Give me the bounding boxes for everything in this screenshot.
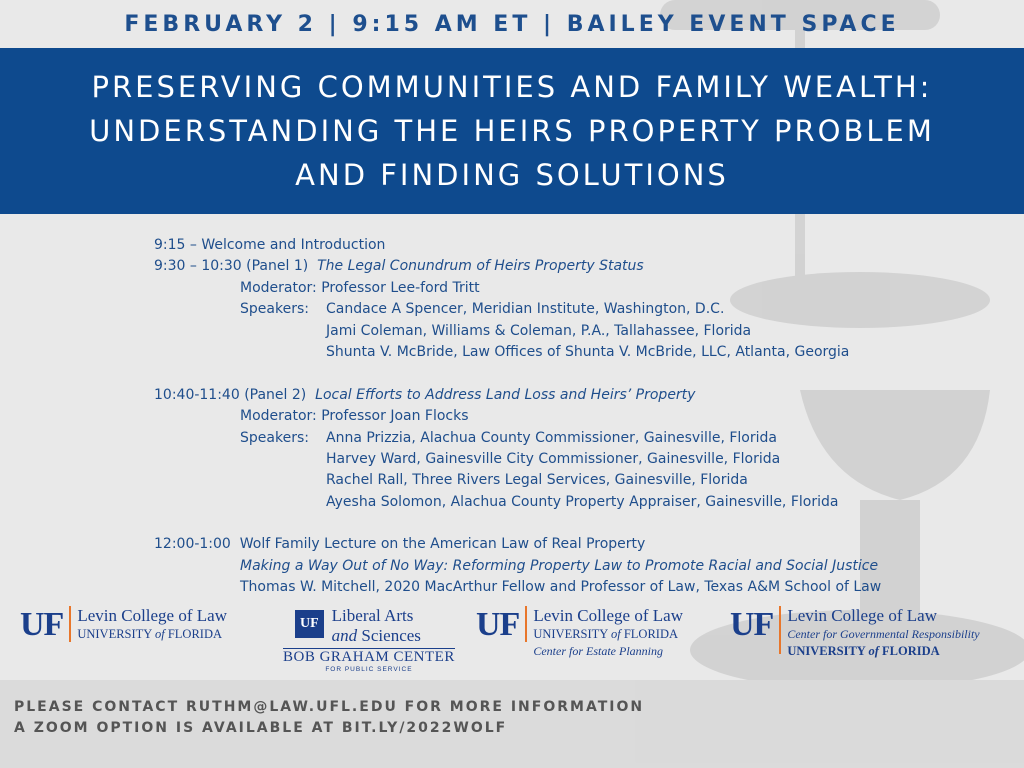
- logo1-university: UNIVERSITY of FLORIDA: [77, 627, 223, 641]
- uf-mark-box: UF: [295, 610, 324, 638]
- logo1-name: Levin College of Law: [77, 606, 227, 625]
- agenda: [154, 235, 1014, 599]
- panel2-speakers-label: Speakers:: [240, 429, 309, 446]
- lecture-header: [154, 534, 1014, 555]
- panel2-time: 10:40-11:40 (Panel 2): [154, 386, 307, 403]
- panel2-header: [154, 385, 1014, 406]
- logo2-center: BOB GRAHAM CENTER: [283, 649, 455, 665]
- title-line-2: UNDERSTANDING THE HEIRS PROPERTY PROBLEM: [89, 114, 935, 148]
- lecture-time: 12:00-1:00: [154, 536, 231, 553]
- uf-mark: UF: [476, 606, 520, 643]
- event-date-location: FEBRUARY 2 | 9:15 AM ET | BAILEY EVENT SPACE: [124, 11, 900, 37]
- panel2-speaker-row: [154, 428, 1014, 449]
- logo3-center: Center for Estate Planning: [533, 644, 663, 658]
- panel1-moderator: Moderator: Professor Lee-ford Tritt: [240, 279, 480, 296]
- panel1-speaker-1: Candace A Spencer, Meridian Institute, Washington, D.C.: [326, 301, 725, 318]
- logo2-center-sub: FOR PUBLIC SERVICE: [325, 666, 413, 673]
- logo-center-for-governmental-responsibility: [730, 606, 980, 660]
- logo4-name: Levin College of Law: [787, 606, 937, 625]
- divider: [525, 606, 527, 642]
- agenda-welcome: 9:15 – Welcome and Introduction: [154, 237, 386, 253]
- title-line-1: PRESERVING COMMUNITIES AND FAMILY WEALTH:: [91, 70, 933, 104]
- contact-line: PLEASE CONTACT RUTHM@LAW.UFL.EDU FOR MORE INFORMATION: [14, 699, 645, 715]
- uf-mark: UF: [730, 606, 774, 643]
- panel2-speaker-3: Rachel Rall, Three Rivers Legal Services, Gainesville, Florida: [326, 472, 748, 489]
- logo4-university: UNIVERSITY of FLORIDA: [787, 644, 940, 658]
- lecture-name: Wolf Family Lecture on the American Law of Real Property: [239, 536, 646, 553]
- panel1-title: The Legal Conundrum of Heirs Property Status: [317, 258, 644, 275]
- logo3-name: Levin College of Law: [533, 606, 683, 625]
- logo2-name-b: and Sciences: [331, 626, 421, 645]
- lecture-title: Making a Way Out of No Way: Reforming Property Law to Promote Racial and Social Justice: [240, 557, 879, 574]
- panel2-speaker-4: Ayesha Solomon, Alachua County Property Appraiser, Gainesville, Florida: [326, 493, 839, 510]
- logo-center-for-estate-planning: [476, 606, 683, 660]
- panel2-speaker-2: Harvey Ward, Gainesville City Commissioner, Gainesville, Florida: [326, 450, 781, 467]
- panel1-speaker-2: Jami Coleman, Williams & Coleman, P.A., Tallahassee, Florida: [326, 322, 752, 339]
- uf-mark: UF: [20, 606, 64, 643]
- logo3-university: UNIVERSITY of FLORIDA: [533, 627, 679, 641]
- divider: [69, 606, 71, 642]
- zoom-line: A ZOOM OPTION IS AVAILABLE AT BIT.LY/2022WOLF: [14, 720, 508, 736]
- sponsor-logos: [0, 600, 1024, 680]
- title-line-3: AND FINDING SOLUTIONS: [295, 158, 729, 192]
- panel2-moderator: Moderator: Professor Joan Flocks: [240, 408, 469, 425]
- panel1-speakers-label: Speakers:: [240, 301, 309, 318]
- logo-bob-graham-center: [283, 606, 455, 673]
- logo-levin-college-of-law: [20, 606, 227, 644]
- panel1-speaker-3: Shunta V. McBride, Law Offices of Shunta V. McBride, LLC, Atlanta, Georgia: [326, 343, 850, 360]
- logo2-name-a: Liberal Arts: [331, 606, 414, 625]
- lecture-speaker: Thomas W. Mitchell, 2020 MacArthur Fellow and Professor of Law, Texas A&M School of Law: [240, 579, 882, 596]
- panel1-speaker-row: [154, 299, 1014, 320]
- title-banner: [0, 48, 1024, 214]
- panel1-time: 9:30 – 10:30 (Panel 1): [154, 258, 309, 275]
- panel2-title: Local Efforts to Address Land Loss and Heirs’ Property: [315, 386, 696, 403]
- panel2-speaker-1: Anna Prizzia, Alachua County Commissioner, Gainesville, Florida: [326, 429, 777, 446]
- panel1-header: [154, 256, 1014, 277]
- divider: [779, 606, 781, 654]
- logo4-center: Center for Governmental Responsibility: [787, 627, 980, 641]
- contact-info: [14, 697, 644, 739]
